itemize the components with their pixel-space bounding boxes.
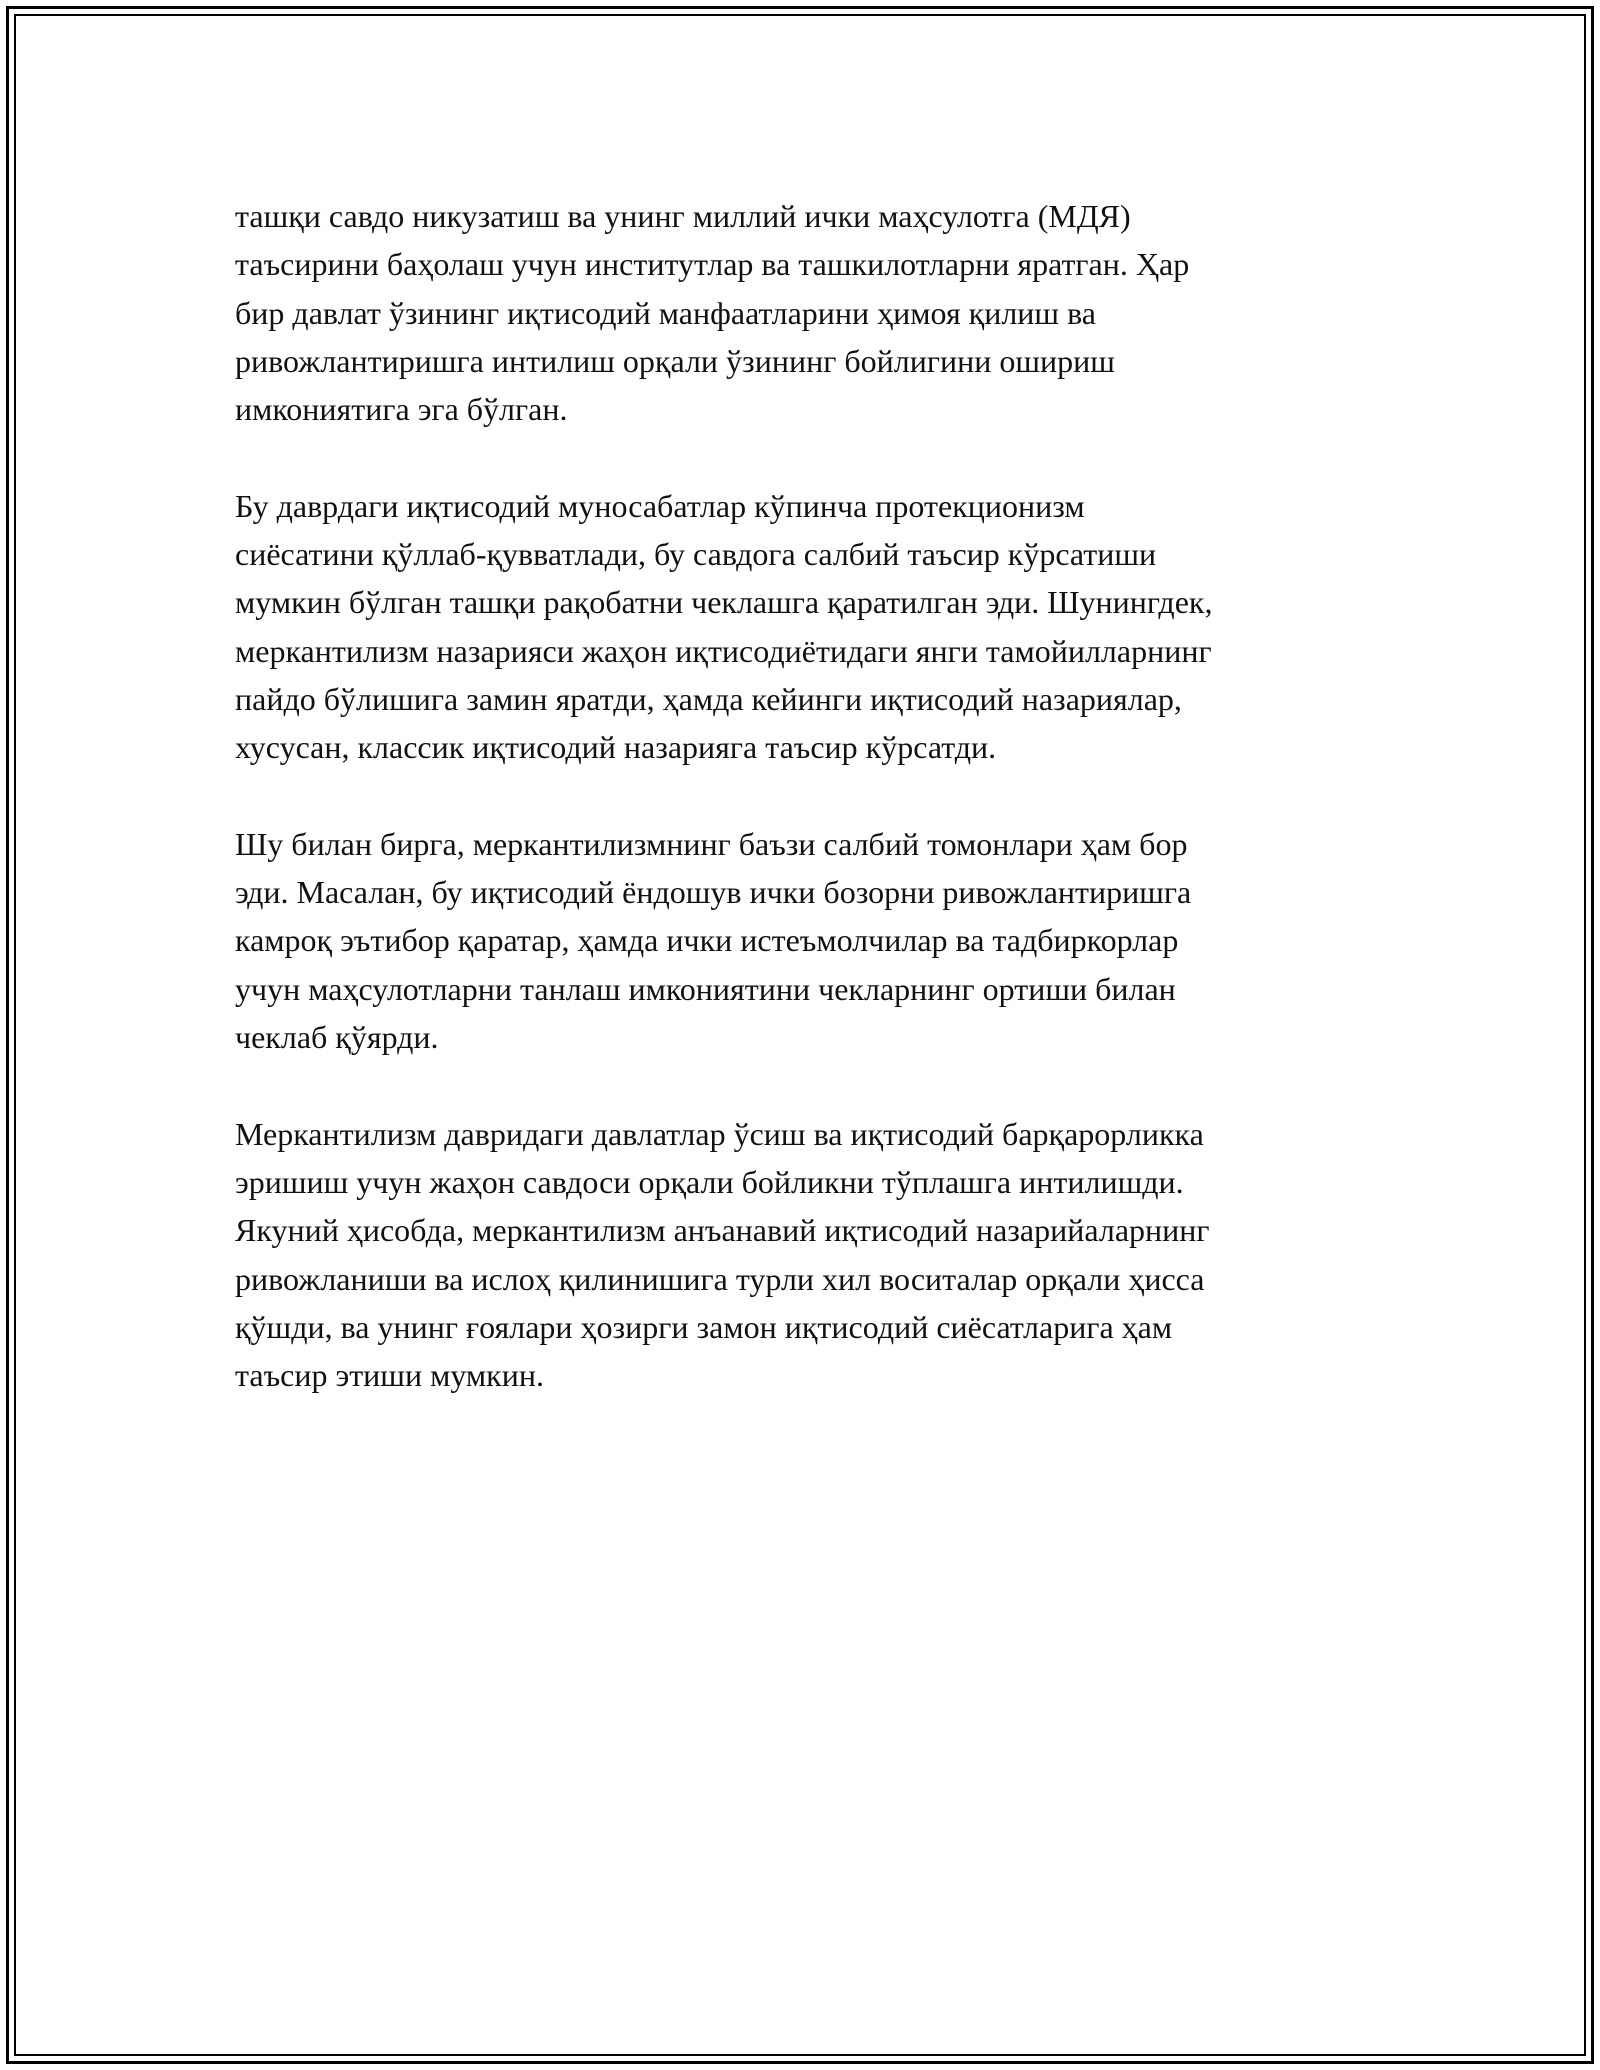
document-body [235,192,1375,1448]
text-line: қўшди, ва унинг ғоялари ҳозирги замон иқтисодий сиёсатларига ҳам [235,1308,1173,1345]
text-line: пайдо бўлишига замин яратди, ҳамда кейинги иқтисодий назариялар, [235,680,1182,717]
paragraph-2 [235,482,1375,772]
text-line: меркантилизм назарияси жаҳон иқтисодиётидаги янги тамойилларнинг [235,632,1212,669]
text-line: чеклаб қўярди. [235,1019,439,1056]
text-line: Якуний ҳисобда, меркантилизм анъанавий иқтисодий назарийаларнинг [235,1212,1210,1249]
paragraph-3 [235,820,1375,1061]
text-line: мумкин бўлган ташқи рақобатни чеклашга қаратилган эди. Шунингдек, [235,584,1213,621]
text-line: таъсирини баҳолаш учун институтлар ва ташкилотларни яратган. Ҳар [235,246,1190,283]
text-line: Меркантилизм давридаги давлатлар ўсиш ва иқтисодий барқарорликка [235,1115,1204,1152]
text-line: таъсир этиши мумкин. [235,1357,544,1394]
text-line: ривожлантиришга интилиш орқали ўзининг бойлигини ошириш [235,342,1115,379]
text-line: Бу даврдаги иқтисодий муносабатлар кўпинча протекционизм [235,487,1085,524]
paragraph-1 [235,192,1375,433]
text-line: сиёсатини қўллаб-қувватлади, бу савдога салбий таъсир кўрсатиши [235,536,1157,573]
text-line: хусусан, классик иқтисодий назарияга таъсир кўрсатди. [235,729,997,766]
text-line: учун маҳсулотларни танлаш имкониятини чекларнинг ортиши билан [235,970,1176,1007]
text-line: бир давлат ўзининг иқтисодий манфаатларини ҳимоя қилиш ва [235,294,1096,331]
text-line: эришиш учун жаҳон савдоси орқали бойликни тўплашга интилишди. [235,1163,1184,1200]
text-line: имкониятига эга бўлган. [235,391,568,428]
text-line: ташқи савдо никузатиш ва унинг миллий ички маҳсулотга (МДЯ) [235,198,1131,234]
text-line: ривожланиши ва ислоҳ қилинишига турли хил воситалар орқали ҳисса [235,1260,1205,1297]
text-line: камроқ эътибор қаратар, ҳамда ички истеъмолчилар ва тадбиркорлар [235,922,1179,959]
paragraph-4 [235,1110,1375,1400]
text-line: эди. Масалан, бу иқтисодий ёндошув ички бозорни ривожлантиришга [235,874,1192,911]
text-line: Шу билан бирга, меркантилизмнинг баъзи салбий томонлари ҳам бор [235,825,1188,862]
